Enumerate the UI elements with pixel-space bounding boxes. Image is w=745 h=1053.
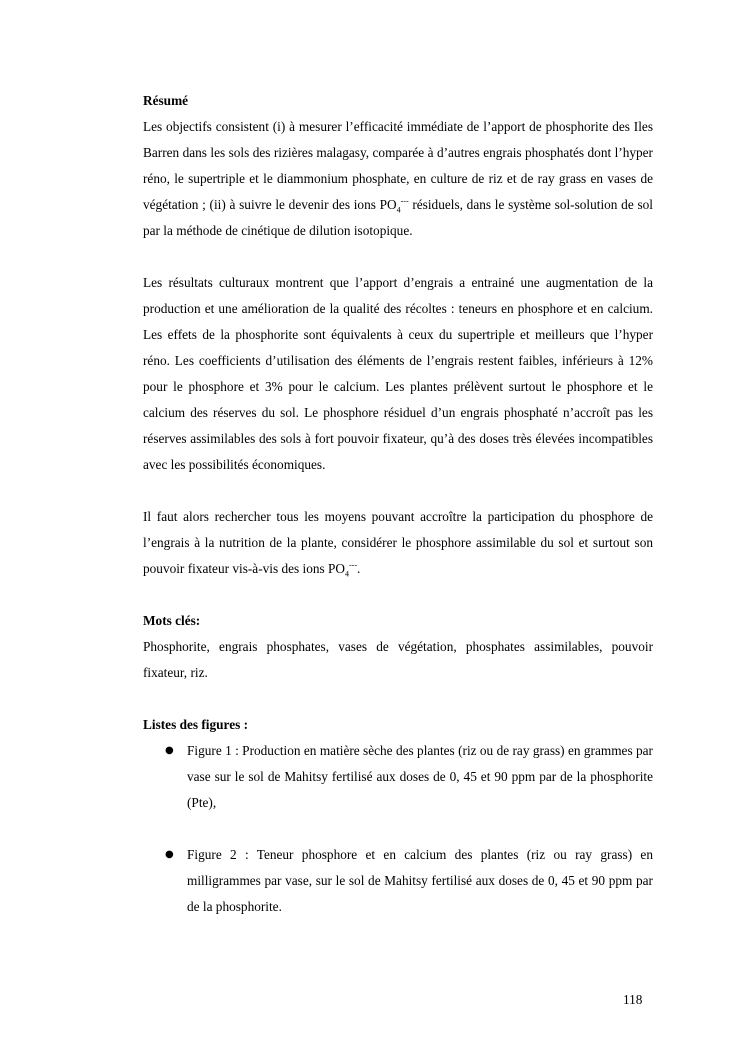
- document-page: [143, 88, 653, 920]
- figure-list-item: [143, 842, 653, 920]
- figures-list: [143, 738, 653, 920]
- resume-p1-text-a: Les objectifs consistent (i) à mesurer l’efficacité immédiate de l’apport de phosphorite des Iles Barren dans les sols des rizières malagasy, comparée à d’autres engrais phosphatés dont l’hyper réno, le supertriple et le diammonium phosphate, en culture de riz et de ray grass en vases de végétation ; (ii) à suivre le devenir des ions PO: [143, 119, 653, 212]
- resume-p1-superscript: ---: [400, 196, 409, 206]
- keywords-text: Phosphorite, engrais phosphates, vases de végétation, phosphates assimilables, pouvoir fixateur, riz.: [143, 639, 653, 680]
- resume-paragraph-objectives: [143, 114, 653, 244]
- spacer: [143, 582, 653, 608]
- resume-heading: Résumé: [143, 93, 189, 108]
- spacer: [143, 686, 653, 712]
- figure-list-item: [143, 738, 653, 816]
- spacer: [143, 816, 653, 842]
- page-number: 118: [623, 992, 643, 1007]
- resume-paragraph-conclusion: [143, 504, 653, 582]
- resume-p1-text-b: résiduels, dans le système sol-solution de sol par la méthode de cinétique de dilution isotopique.: [143, 197, 653, 238]
- resume-p1-subscript: 4: [396, 205, 401, 215]
- bullet-icon: ●: [165, 745, 174, 756]
- figures-heading: Listes des figures :: [143, 717, 249, 732]
- figure-caption: Figure 2 : Teneur phosphore et en calcium des plantes (riz ou ray grass) en milligrammes par vase, sur le sol de Mahitsy fertilisé aux doses de 0, 45 et 90 ppm par de la phosphorite.: [187, 847, 653, 914]
- resume-p3-subscript: 4: [345, 569, 350, 579]
- spacer: [143, 478, 653, 504]
- bullet-icon: ●: [165, 849, 174, 860]
- keywords-heading: Mots clés:: [143, 613, 201, 628]
- spacer: [143, 244, 653, 270]
- resume-p3-superscript: ---: [349, 560, 358, 570]
- resume-paragraph-results: Les résultats culturaux montrent que l’apport d’engrais a entrainé une augmentation de la production et une amélioration de la qualité des récoltes : teneurs en phosphore et en calcium. Les effets de la phosphorite sont équivalents à ceux du supertriple et meilleurs que l’hyper réno. Les coefficients d’utilisation des éléments de l’engrais restent faibles, inférieurs à 12% pour le phosphore et 3% pour le calcium. Les plantes prélèvent surtout le phosphore et le calcium des réserves du sol. Le phosphore résiduel d’un engrais phosphaté n’accroît pas les réserves assimilables des sols à fort pouvoir fixateur, qu’à des doses très élevées incompatibles avec les possibilités économiques.: [143, 275, 653, 472]
- resume-p3-text-a: Il faut alors rechercher tous les moyens pouvant accroître la participation du phosphore de l’engrais à la nutrition de la plante, considérer le phosphore assimilable du sol et surtout son pouvoir fixateur vis-à-vis des ions PO: [143, 509, 653, 576]
- figure-caption: Figure 1 : Production en matière sèche des plantes (riz ou de ray grass) en grammes par vase sur le sol de Mahitsy fertilisé aux doses de 0, 45 et 90 ppm par de la phosphorite (Pte),: [187, 743, 653, 810]
- resume-p3-text-b: .: [357, 561, 361, 576]
